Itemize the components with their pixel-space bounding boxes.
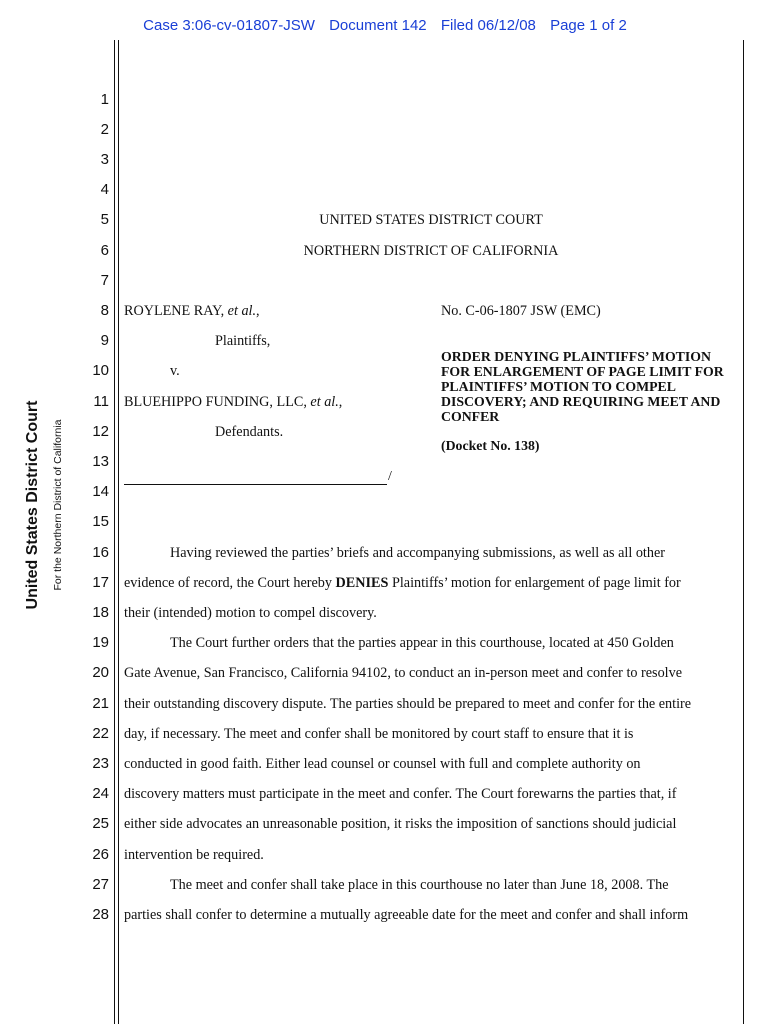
versus: v. (170, 363, 180, 379)
plaintiff-name: ROYLENE RAY, (124, 303, 228, 319)
line-number: 2 (100, 121, 109, 138)
defendants-label: Defendants. (215, 424, 284, 440)
line-number: 27 (92, 876, 109, 893)
line-number: 16 (92, 544, 109, 561)
body-line-24: discovery matters must participate in the meet and confer. The Court forewarns the parties that, if (124, 786, 677, 802)
line-number: 17 (92, 574, 109, 591)
caption-signature-line (124, 484, 387, 485)
body-line-20: Gate Avenue, San Francisco, California 94102, to conduct an in-person meet and confer to resolve (124, 665, 683, 681)
line-number: 22 (92, 725, 109, 742)
line-number: 9 (100, 332, 109, 349)
body-line-21: their outstanding discovery dispute. The parties should be prepared to meet and confer for the entire (124, 696, 692, 712)
line-number: 14 (92, 483, 109, 500)
defendant-name: BLUEHIPPO FUNDING, LLC, (124, 394, 311, 410)
header-page-number: Page 1 of 2 (550, 17, 627, 34)
plaintiff-et-al: et al. (227, 303, 257, 319)
line-number: 3 (100, 151, 109, 168)
court-name: UNITED STATES DISTRICT COURT (319, 212, 543, 228)
line-number: 21 (92, 695, 109, 712)
line-number: 12 (92, 423, 109, 440)
line-number: 19 (92, 634, 109, 651)
body-text: evidence of record, the Court hereby (124, 575, 336, 591)
body-line-18: their (intended) motion to compel discovery. (124, 605, 377, 621)
body-text: Plaintiffs’ motion for enlargement of page limit for (388, 575, 681, 591)
right-margin-rule (743, 40, 744, 1024)
line-number: 10 (92, 362, 109, 379)
page-header (0, 17, 770, 34)
caption-slash: / (388, 469, 392, 484)
line-number: 23 (92, 755, 109, 772)
line-number: 11 (93, 393, 109, 410)
header-case-number: Case 3:06-cv-01807-JSW (143, 17, 315, 34)
sidebar-court-name: United States District Court (24, 400, 41, 610)
line-number: 20 (92, 664, 109, 681)
line-number: 1 (100, 91, 109, 108)
body-line-19: The Court further orders that the parties appear in this courthouse, located at 450 Golden (170, 635, 674, 651)
court-district: NORTHERN DISTRICT OF CALIFORNIA (303, 243, 559, 259)
line-number: 24 (92, 785, 109, 802)
body-line-22: day, if necessary. The meet and confer shall be monitored by court staff to ensure that it is (124, 726, 634, 742)
body-line-28: parties shall confer to determine a mutually agreeable date for the meet and confer and shall inform (124, 907, 689, 923)
docket-number: (Docket No. 138) (441, 438, 540, 453)
left-margin-rule-1 (114, 40, 115, 1024)
line-number: 28 (92, 906, 109, 923)
denies-emphasis: DENIES (335, 575, 389, 591)
body-line-26: intervention be required. (124, 847, 264, 863)
order-title: ORDER DENYING PLAINTIFFS’ MOTION FOR ENLARGEMENT OF PAGE LIMIT FOR PLAINTIFFS’ MOTION TO COMPEL DISCOVERY; AND REQUIRING MEET AND CONFER (441, 349, 724, 424)
plaintiffs-label: Plaintiffs, (215, 333, 271, 349)
defendant-et-al: et al. (310, 394, 339, 410)
line-number: 4 (100, 181, 109, 198)
body-line-16: Having reviewed the parties’ briefs and accompanying submissions, as well as all other (170, 545, 665, 561)
line-number: 26 (92, 846, 109, 863)
body-line-25: either side advocates an unreasonable position, it risks the imposition of sanctions should judicial (124, 816, 677, 832)
header-filed-date: Filed 06/12/08 (440, 17, 536, 34)
body-line-23: conducted in good faith. Either lead counsel or counsel with full and complete authority on (124, 756, 641, 772)
body-line-27: The meet and confer shall take place in this courthouse no later than June 18, 2008. The (170, 877, 669, 893)
line-number: 8 (100, 302, 109, 319)
line-number: 6 (100, 242, 109, 259)
left-margin-rule-2 (118, 40, 119, 1024)
header-document-number: Document 142 (329, 17, 427, 34)
defendant-line (124, 392, 342, 412)
line-number: 15 (92, 513, 109, 530)
line-number: 18 (92, 604, 109, 621)
line-number: 7 (100, 272, 109, 289)
plaintiff-line (124, 301, 260, 321)
line-number: 13 (92, 453, 109, 470)
plaintiff-comma: , (256, 303, 260, 319)
body-line-17 (124, 573, 681, 593)
line-number: 25 (92, 815, 109, 832)
case-number: No. C-06-1807 JSW (EMC) (441, 303, 601, 319)
defendant-comma: , (338, 394, 343, 410)
line-number: 5 (100, 211, 109, 228)
sidebar-district-name: For the Northern District of California (52, 419, 64, 591)
